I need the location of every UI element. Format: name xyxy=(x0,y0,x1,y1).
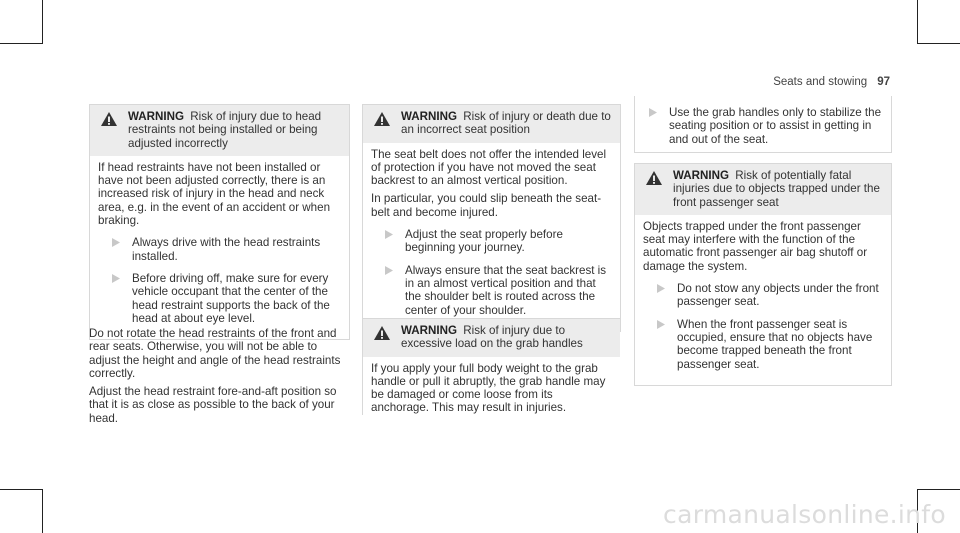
crop-mark xyxy=(0,489,43,490)
step-text: Always ensure that the seat backrest is in an almost vertical position and that the shoulder belt is routed across the center of your shoulder. xyxy=(405,263,607,317)
warning-box-seat-position xyxy=(362,104,621,332)
step-item xyxy=(655,318,883,371)
paragraph: The seat belt does not offer the intended level of protection if you have not moved the seat backrest to an almost vertical position. xyxy=(371,147,607,188)
warning-title xyxy=(128,110,341,150)
warning-triangle-icon xyxy=(100,111,118,127)
arrow-right-icon xyxy=(657,284,665,293)
warning-header xyxy=(90,105,349,156)
continuation-box xyxy=(634,96,892,153)
step-text: When the front passenger seat is occupied, ensure that no objects have become trapped beneath the front passenger seat. xyxy=(677,317,873,371)
warning-title xyxy=(401,110,612,137)
warning-box-grab-handles xyxy=(362,318,620,415)
crop-mark xyxy=(42,0,43,44)
paragraph: Objects trapped under the front passenger seat may interfere with the function of the automatic front passenger air bag shutoff or damage the system. xyxy=(643,219,868,273)
warning-label: WARNING xyxy=(401,110,458,123)
warning-label: WARNING xyxy=(401,324,458,337)
step-item xyxy=(110,236,341,263)
warning-body xyxy=(363,143,620,331)
step-text: Adjust the seat properly before beginning your journey. xyxy=(405,228,563,255)
page-header xyxy=(773,76,890,88)
warning-triangle-icon xyxy=(373,111,391,127)
warning-header xyxy=(635,164,891,215)
warning-box-trapped-objects xyxy=(634,163,892,386)
warning-triangle-icon xyxy=(645,170,663,186)
warning-header xyxy=(363,105,620,143)
crop-mark xyxy=(42,489,43,533)
step-item xyxy=(110,272,341,325)
warning-body xyxy=(635,215,891,385)
warning-title-text: Risk of potentially fatal injuries due to objects trapped under the front passenger seat xyxy=(673,169,880,209)
arrow-right-icon xyxy=(112,274,120,283)
arrow-right-icon xyxy=(657,320,665,329)
crop-mark xyxy=(917,489,960,490)
crop-mark xyxy=(917,43,960,44)
warning-header xyxy=(363,319,620,357)
body-text xyxy=(89,327,351,430)
warning-title xyxy=(673,169,883,209)
paragraph: If you apply your full body weight to the grab handle or pull it abruptly, the grab handle may be damaged or come loose from its anchorage. This may result in injuries. xyxy=(371,361,606,415)
warning-intro: If head restraints have not been installed or have not been adjusted correctly, there is an increased risk of injury in the head and neck area, e.g. in the event of an accident or when braking. xyxy=(98,160,331,228)
warning-label: WARNING xyxy=(673,169,730,182)
step-text: Use the grab handles only to stabilize the seating position or to assist in getting in and out of the seat. xyxy=(669,106,882,146)
paragraph: In particular, you could slip beneath the seat-belt and become injured. xyxy=(371,192,602,219)
page-number: 97 xyxy=(877,76,890,88)
crop-mark xyxy=(0,43,43,44)
section-title: Seats and stowing xyxy=(773,76,868,88)
arrow-right-icon xyxy=(385,230,393,239)
step-item xyxy=(383,228,612,255)
step-text: Before driving off, make sure for every vehicle occupant that the center of the head restraint supports the back of the head at about eye level. xyxy=(132,271,330,325)
arrow-right-icon xyxy=(649,108,657,117)
warning-title-text: Risk of injury due to excessive load on the grab handles xyxy=(401,324,583,351)
step-item xyxy=(647,106,891,146)
warning-box-head-restraints xyxy=(89,104,350,340)
paragraph: Adjust the head restraint fore-and-aft position so that it is as close as possible to the back of your head. xyxy=(89,385,337,425)
warning-triangle-icon xyxy=(373,325,391,341)
arrow-right-icon xyxy=(385,266,393,275)
warning-body xyxy=(90,156,349,339)
paragraph: Do not rotate the head restraints of the front and rear seats. Otherwise, you will not be able to adjust the height and angle of the head restraints correctly. xyxy=(89,327,341,380)
watermark: carmanualsonline.info xyxy=(663,500,946,529)
arrow-right-icon xyxy=(112,238,120,247)
crop-mark xyxy=(917,0,918,44)
warning-title xyxy=(401,324,612,351)
warning-title-text: Risk of injury or death due to an incorrect seat position xyxy=(401,110,611,137)
step-text: Do not stow any objects under the front passenger seat. xyxy=(677,282,879,309)
step-text: Always drive with the head restraints installed. xyxy=(132,236,321,263)
warning-title-text: Risk of injury due to head restraints not being installed or being adjusted incorrectly xyxy=(128,110,322,150)
step-item xyxy=(655,282,883,309)
warning-label: WARNING xyxy=(128,110,185,123)
warning-body xyxy=(363,357,620,426)
step-item xyxy=(383,264,612,317)
